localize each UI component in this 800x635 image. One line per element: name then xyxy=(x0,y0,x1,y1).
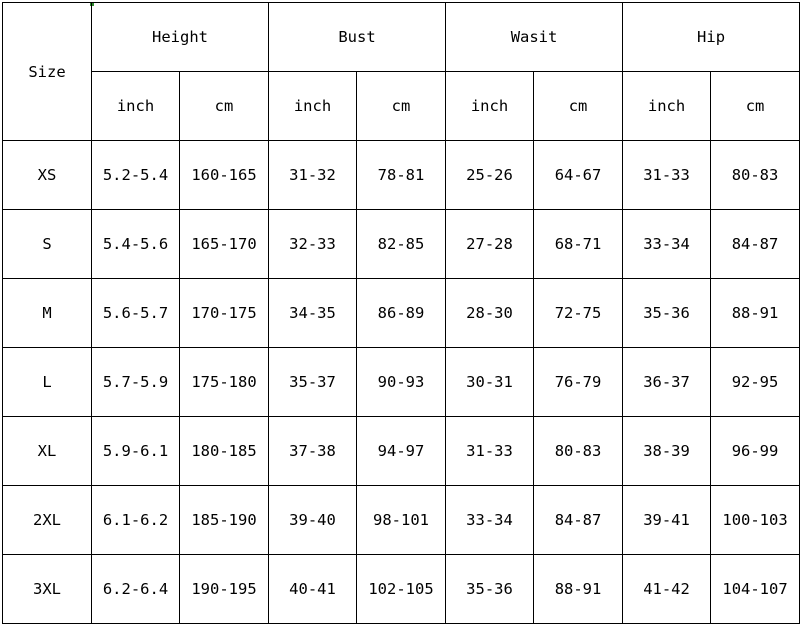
cell-hip-cm: 88-91 xyxy=(711,279,800,348)
cell-size-label: L xyxy=(3,348,92,417)
cell-waist-inch: 35-36 xyxy=(446,555,534,624)
cell-size-label: XS xyxy=(3,141,92,210)
group-header-hip: Hip xyxy=(623,3,800,72)
table-row xyxy=(3,141,800,210)
table-row xyxy=(3,279,800,348)
cell-hip-inch: 35-36 xyxy=(623,279,711,348)
cell-bust-cm: 90-93 xyxy=(357,348,446,417)
cell-hip-cm: 84-87 xyxy=(711,210,800,279)
cell-size-label: 3XL xyxy=(3,555,92,624)
cell-height-cm: 170-175 xyxy=(180,279,269,348)
cell-bust-cm: 94-97 xyxy=(357,417,446,486)
cell-waist-cm: 76-79 xyxy=(534,348,623,417)
group-header-height: Height xyxy=(92,3,269,72)
cell-hip-cm: 100-103 xyxy=(711,486,800,555)
cell-height-cm: 160-165 xyxy=(180,141,269,210)
cell-height-inch: 6.1-6.2 xyxy=(92,486,180,555)
cell-hip-inch: 38-39 xyxy=(623,417,711,486)
table-row xyxy=(3,210,800,279)
unit-header: cm xyxy=(180,72,269,141)
table-row xyxy=(3,555,800,624)
unit-header: inch xyxy=(623,72,711,141)
cell-bust-cm: 82-85 xyxy=(357,210,446,279)
cell-hip-cm: 80-83 xyxy=(711,141,800,210)
cell-hip-inch: 41-42 xyxy=(623,555,711,624)
unit-header: inch xyxy=(269,72,357,141)
cell-bust-inch: 37-38 xyxy=(269,417,357,486)
cell-waist-cm: 64-67 xyxy=(534,141,623,210)
cell-bust-inch: 32-33 xyxy=(269,210,357,279)
table-row xyxy=(3,417,800,486)
size-rows xyxy=(3,141,800,624)
unit-header: inch xyxy=(446,72,534,141)
cell-waist-inch: 25-26 xyxy=(446,141,534,210)
cell-bust-cm: 86-89 xyxy=(357,279,446,348)
cell-waist-cm: 72-75 xyxy=(534,279,623,348)
table-row xyxy=(3,348,800,417)
cell-bust-inch: 40-41 xyxy=(269,555,357,624)
cell-size-label: S xyxy=(3,210,92,279)
header-row-units xyxy=(3,72,800,141)
cell-bust-cm: 78-81 xyxy=(357,141,446,210)
unit-header: cm xyxy=(357,72,446,141)
cell-waist-cm: 68-71 xyxy=(534,210,623,279)
cell-waist-inch: 33-34 xyxy=(446,486,534,555)
cell-height-inch: 5.4-5.6 xyxy=(92,210,180,279)
cell-size-label: M xyxy=(3,279,92,348)
group-header-waist: Wasit xyxy=(446,3,623,72)
cell-waist-inch: 27-28 xyxy=(446,210,534,279)
cell-hip-inch: 31-33 xyxy=(623,141,711,210)
cell-height-cm: 185-190 xyxy=(180,486,269,555)
cell-height-inch: 5.9-6.1 xyxy=(92,417,180,486)
cell-bust-cm: 98-101 xyxy=(357,486,446,555)
cell-height-inch: 5.2-5.4 xyxy=(92,141,180,210)
cell-height-cm: 175-180 xyxy=(180,348,269,417)
cell-hip-cm: 96-99 xyxy=(711,417,800,486)
cell-waist-inch: 28-30 xyxy=(446,279,534,348)
size-header: Size xyxy=(3,3,92,141)
cell-hip-inch: 33-34 xyxy=(623,210,711,279)
cell-bust-inch: 35-37 xyxy=(269,348,357,417)
table-row xyxy=(3,486,800,555)
cell-bust-inch: 39-40 xyxy=(269,486,357,555)
cell-waist-cm: 80-83 xyxy=(534,417,623,486)
cell-hip-inch: 36-37 xyxy=(623,348,711,417)
cell-height-inch: 5.7-5.9 xyxy=(92,348,180,417)
cell-waist-cm: 88-91 xyxy=(534,555,623,624)
header-row-groups xyxy=(3,3,800,72)
cell-waist-cm: 84-87 xyxy=(534,486,623,555)
cell-height-cm: 190-195 xyxy=(180,555,269,624)
cell-hip-cm: 92-95 xyxy=(711,348,800,417)
cell-height-cm: 165-170 xyxy=(180,210,269,279)
cell-height-cm: 180-185 xyxy=(180,417,269,486)
cell-hip-cm: 104-107 xyxy=(711,555,800,624)
cell-size-label: 2XL xyxy=(3,486,92,555)
cell-bust-cm: 102-105 xyxy=(357,555,446,624)
unit-header: cm xyxy=(711,72,800,141)
cell-hip-inch: 39-41 xyxy=(623,486,711,555)
unit-header: cm xyxy=(534,72,623,141)
cell-height-inch: 5.6-5.7 xyxy=(92,279,180,348)
cell-bust-inch: 31-32 xyxy=(269,141,357,210)
cell-waist-inch: 30-31 xyxy=(446,348,534,417)
size-chart-table xyxy=(2,2,800,624)
cell-waist-inch: 31-33 xyxy=(446,417,534,486)
unit-header: inch xyxy=(92,72,180,141)
cell-height-inch: 6.2-6.4 xyxy=(92,555,180,624)
group-header-bust: Bust xyxy=(269,3,446,72)
cell-bust-inch: 34-35 xyxy=(269,279,357,348)
cell-size-label: XL xyxy=(3,417,92,486)
